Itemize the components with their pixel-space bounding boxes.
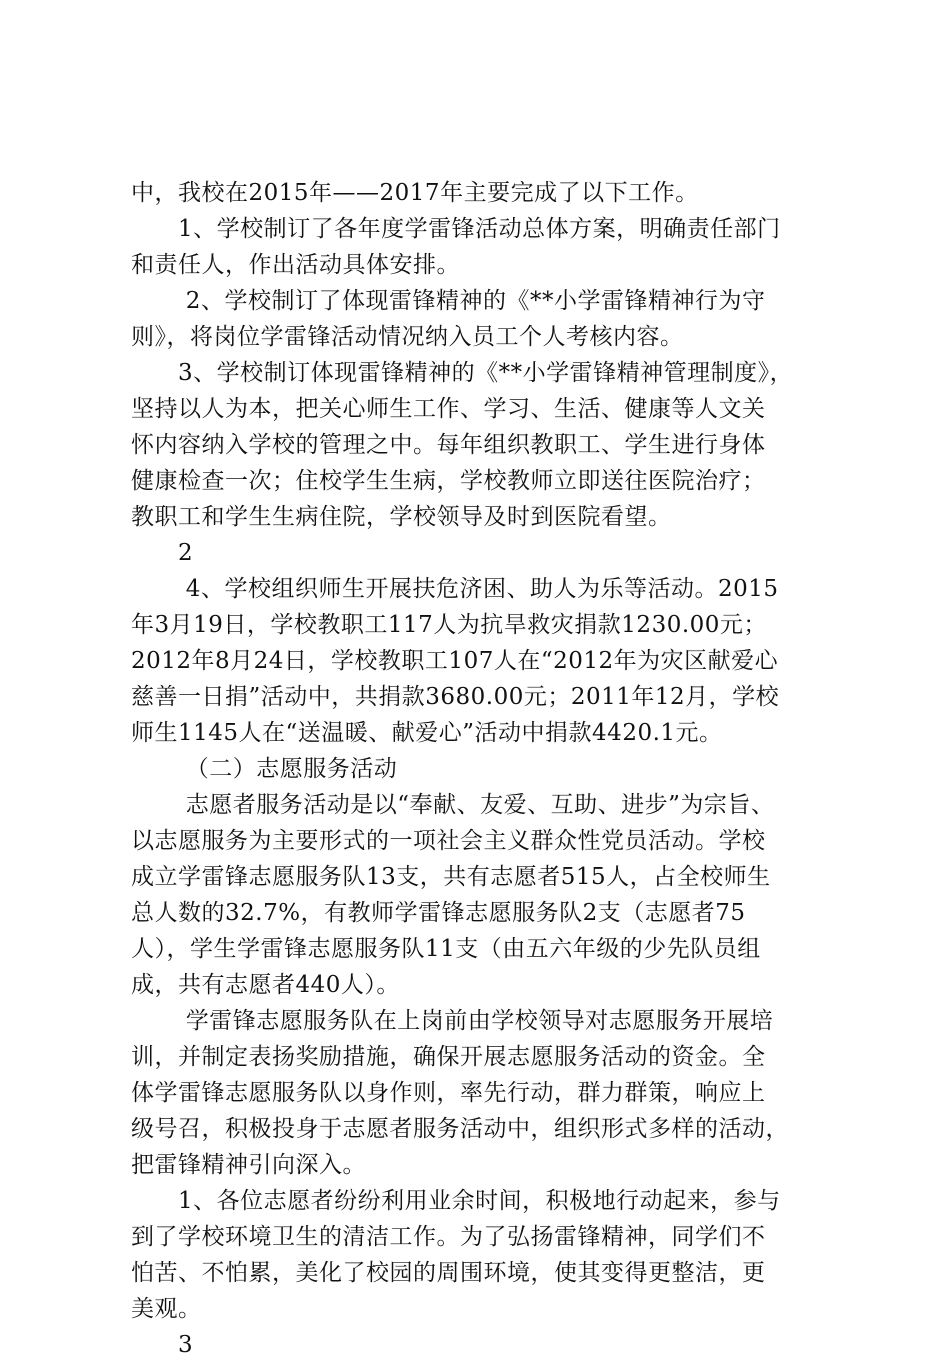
text-line: 以志愿服务为主要形式的一项社会主义群众性党员活动。学校 — [131, 828, 766, 854]
text-line: 4、学校组织师生开展扶危济困、助人为乐等活动。2015 — [131, 576, 779, 602]
text-line: 年3月19日，学校教职工117人为抗旱救灾捐款1230.00元； — [131, 612, 767, 638]
text-line: 怕苦、不怕累，美化了校园的周围环境，使其变得更整洁，更 — [131, 1260, 766, 1286]
text-line: 1、学校制订了各年度学雷锋活动总体方案，明确责任部门 — [131, 216, 781, 242]
text-line: 人），学生学雷锋志愿服务队11支（由五六年级的少先队员组 — [131, 936, 761, 962]
section-heading: （二）志愿服务活动 — [131, 756, 398, 782]
text-line: 教职工和学生生病住院，学校领导及时到医院看望。 — [131, 504, 672, 530]
text-line: 美观。 — [131, 1296, 202, 1322]
text-line: 和责任人，作出活动具体安排。 — [131, 252, 460, 278]
text-line: 把雷锋精神引向深入。 — [131, 1152, 366, 1178]
text-line: 坚持以人为本，把关心师生工作、学习、生活、健康等人文关 — [131, 396, 766, 422]
text-line: 2012年8月24日，学校教职工107人在“2012年为灾区献爱心 — [131, 648, 779, 674]
text-line: 慈善一日捐”活动中，共捐款3680.00元；2011年12月，学校 — [131, 684, 780, 710]
text-line: 怀内容纳入学校的管理之中。每年组织教职工、学生进行身体 — [131, 432, 766, 458]
page-number-marker: 3 — [131, 1332, 194, 1358]
text-line: 成，共有志愿者440人）。 — [131, 972, 400, 998]
text-line: 级号召，积极投身于志愿者服务活动中，组织形式多样的活动， — [131, 1116, 789, 1142]
text-line: 成立学雷锋志愿服务队13支，共有志愿者515人，占全校师生 — [131, 864, 771, 890]
text-line: 到了学校环境卫生的清洁工作。为了弘扬雷锋精神，同学们不 — [131, 1224, 766, 1250]
text-line: 1、各位志愿者纷纷利用业余时间，积极地行动起来，参与 — [131, 1188, 781, 1214]
text-line: 师生1145人在“送温暖、献爱心”活动中捐款4420.1元。 — [131, 720, 723, 746]
text-line: 则》，将岗位学雷锋活动情况纳入员工个人考核内容。 — [131, 324, 684, 350]
text-line: 志愿者服务活动是以“奉献、友爱、互助、进步”为宗旨、 — [131, 792, 775, 818]
text-line: 总人数的32.7%，有教师学雷锋志愿服务队2支（志愿者75 — [131, 900, 746, 926]
text-line: 学雷锋志愿服务队在上岗前由学校领导对志愿服务开展培 — [131, 1008, 774, 1034]
text-line: 健康检查一次；住校学生生病，学校教师立即送往医院治疗； — [131, 468, 766, 494]
page-number-marker: 2 — [131, 540, 194, 566]
text-line: 2、学校制订了体现雷锋精神的《**小学雷锋精神行为守 — [131, 288, 766, 314]
text-line: 3、学校制订体现雷锋精神的《**小学雷锋精神管理制度》， — [131, 360, 794, 386]
text-line: 中，我校在2015年——2017年主要完成了以下工作。 — [131, 180, 699, 206]
text-line: 训，并制定表扬奖励措施，确保开展志愿服务活动的资金。全 — [131, 1044, 766, 1070]
text-line: 体学雷锋志愿服务队以身作则，率先行动，群力群策，响应上 — [131, 1080, 766, 1106]
